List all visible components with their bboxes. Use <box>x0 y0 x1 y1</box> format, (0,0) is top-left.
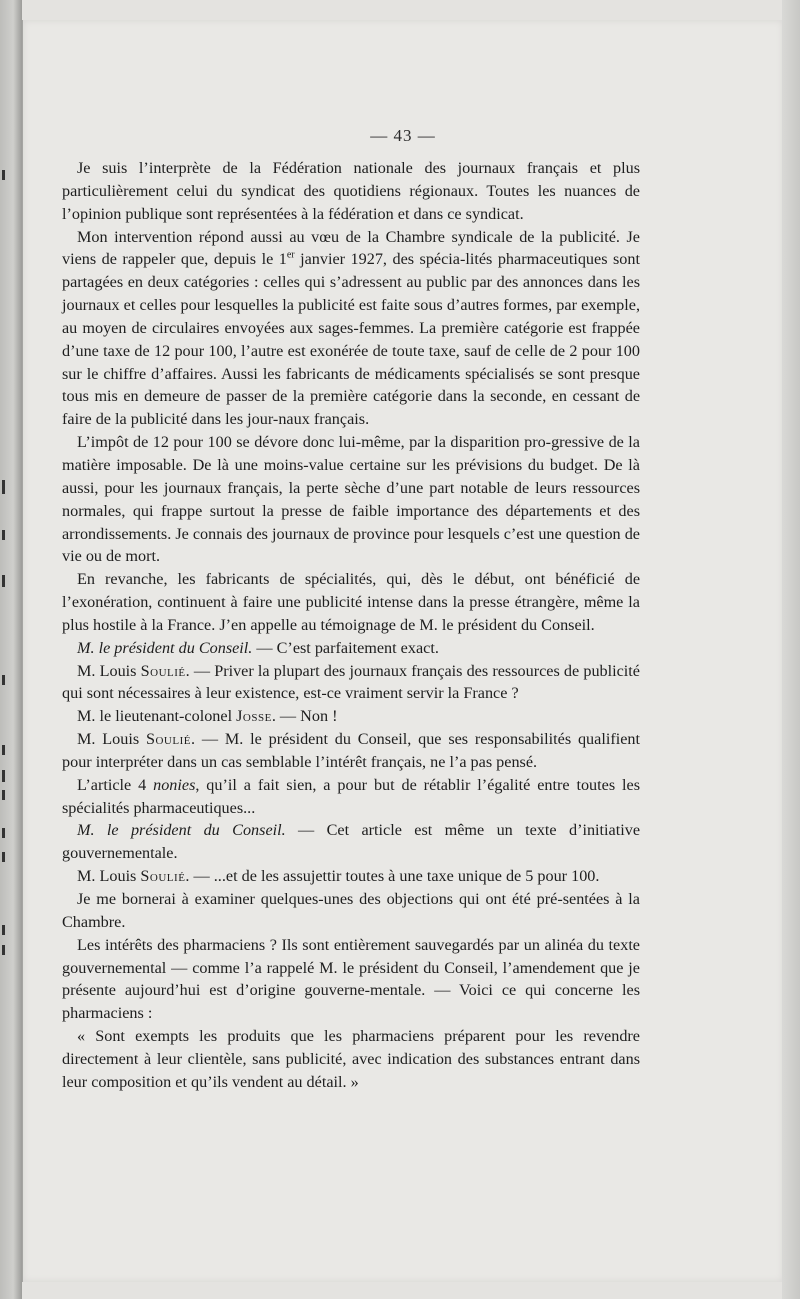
dialogue-line <box>62 728 640 774</box>
speaker-name: Josse <box>236 707 272 726</box>
speaker-name: Soulié <box>145 730 191 749</box>
paragraph: Je me bornerai à examiner quelques-unes des objections qui ont été pré-sentées à la Chambre. <box>62 890 640 931</box>
paragraph: L’impôt de 12 pour 100 se dévore donc lui-même, par la disparition pro-gressive de la matière imposable. De là une moins-value certaine sur les prévisions du budget. De là aussi, pour les journaux français, la perte sèche d’une part notable de leurs ressources normales, qui frappe surtout la presse de faible importance des départements et des arrondissements. Je connais des journaux de province pour lesquels c’est une question de vie ou de mort. <box>62 433 640 566</box>
speaker-name: Soulié <box>140 661 186 680</box>
quotation: « Sont exempts les produits que les pharmaciens préparent pour les revendre directement à leur clientèle, sans publicité, avec indication des substances entrant dans leur composition et qu’ils vendent au détail. » <box>62 1027 640 1091</box>
paragraph <box>62 774 640 820</box>
dialogue-line <box>62 865 640 888</box>
speaker-prefix: M. le lieutenant-colonel <box>77 707 237 726</box>
speaker-prefix: M. Louis <box>77 661 141 680</box>
page-number: — 43 — <box>370 126 436 145</box>
dialogue-text: . — ...et de les assujettir toutes à une taxe unique de 5 pour 100. <box>185 867 600 886</box>
dialogue-line <box>62 705 640 728</box>
previous-page-marks <box>0 0 10 1299</box>
speaker-prefix: M. Louis <box>77 867 141 886</box>
dialogue-line <box>62 660 640 706</box>
paragraph-text: Mon intervention répond aussi au vœu de la Chambre syndicale de la publicité. Je viens de rappeler que, depuis le 1 <box>62 227 640 269</box>
paragraph-text: , qu’il a fait sien, a pour but de rétablir l’égalité entre toutes les spécialités pharmaceutiques... <box>62 775 640 817</box>
italic-term: nonies <box>153 775 196 794</box>
paragraph <box>62 226 640 432</box>
body-text <box>62 157 640 1094</box>
dialogue-text: — C’est parfaitement exact. <box>252 638 439 657</box>
dialogue-text: . — M. le président du Conseil, que ses responsabilités qualifient pour interpréter dans un cas semblable l’intérêt français, ne l’a pas pensé. <box>62 730 640 771</box>
paragraph-text: L’article 4 <box>77 775 154 794</box>
dialogue-text: . — Non ! <box>271 707 338 726</box>
page-edge-right <box>782 0 800 1299</box>
dialogue-text: . — Priver la plupart des journaux français des ressources de publicité qui sont nécessaires à leur existence, est-ce vraiment servir la France ? <box>62 661 640 703</box>
speaker-name: M. le président du Conseil. <box>77 821 286 840</box>
speaker-prefix: M. Louis <box>77 730 146 749</box>
dialogue-text: — Cet article est même un texte d’initiative gouvernementale. <box>62 821 641 863</box>
dialogue-line <box>62 637 640 660</box>
paragraph: Les intérêts des pharmaciens ? Ils sont entièrement sauvegardés par un alinéa du texte gouvernemental — comme l’a rappelé M. le président du Conseil, l’amendement que je présente aujourd’hui est d’origine gouverne-mentale. — Voici ce qui concerne les pharmaciens : <box>62 935 640 1023</box>
document-page <box>22 20 783 1282</box>
dialogue-line <box>62 819 640 865</box>
paragraph-text: janvier 1927, des spécia-lités pharmaceutiques sont partagées en deux catégories : celles qui s’adressent au public par des annonces dans les journaux et celles pour lesquelles la publicité est faite sous d’autres formes, par exemple, au moyen de circulaires envoyées aux sages-femmes. La première catégorie est frappée d’une taxe de 12 pour 100, l’autre est exonérée de toute taxe, sauf de celle de 2 pour 100 sur le chiffre d’affaires. Aussi les fabricants de médicaments spécialisés se sont presque tous mis en demeure de passer de la première catégorie dans la seconde, en cessant de faire de la publicité dans les jour-naux français. <box>62 250 640 429</box>
paragraph: En revanche, les fabricants de spécialités, qui, dès le début, ont bénéficié de l’exonération, continuent à faire une publicité intense dans la presse étrangère, même la plus hostile à la France. J’en appelle au témoignage de M. le président du Conseil. <box>62 570 640 634</box>
paragraph: Je suis l’interprète de la Fédération nationale des journaux français et plus particulièrement celui du syndicat des quotidiens régionaux. Toutes les nuances de l’opinion publique sont représentées à la fédération et dans ce syndicat. <box>62 159 640 223</box>
speaker-name: M. le président du Conseil. <box>77 638 253 657</box>
speaker-name: Soulié <box>140 867 186 886</box>
ordinal-superscript: er <box>286 249 295 261</box>
